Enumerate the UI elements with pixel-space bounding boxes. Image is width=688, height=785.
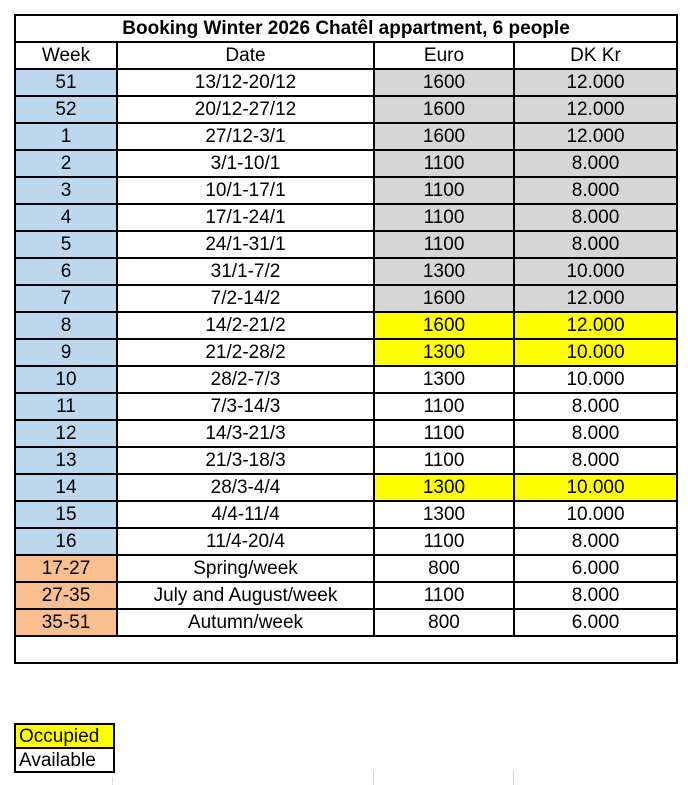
- booking-table-head: [15, 15, 677, 69]
- date-cell[interactable]: 17/1-24/1: [117, 204, 374, 231]
- euro-cell[interactable]: 1100: [374, 150, 514, 177]
- empty-cell[interactable]: [15, 636, 677, 663]
- week-cell[interactable]: 11: [15, 393, 117, 420]
- table-row: [15, 258, 677, 285]
- dkkr-cell[interactable]: 12.000: [514, 123, 677, 150]
- date-cell[interactable]: 3/1-10/1: [117, 150, 374, 177]
- legend-item-available[interactable]: Available: [14, 747, 115, 773]
- euro-cell[interactable]: 1600: [374, 96, 514, 123]
- table-row: [15, 204, 677, 231]
- table-row: [15, 69, 677, 96]
- euro-cell[interactable]: 1100: [374, 177, 514, 204]
- booking-table-body: [15, 69, 677, 636]
- dkkr-cell[interactable]: 8.000: [514, 231, 677, 258]
- euro-cell[interactable]: 1100: [374, 582, 514, 609]
- date-cell[interactable]: Spring/week: [117, 555, 374, 582]
- table-row: [15, 231, 677, 258]
- date-cell[interactable]: 21/3-18/3: [117, 447, 374, 474]
- euro-cell[interactable]: 800: [374, 609, 514, 636]
- week-cell[interactable]: 10: [15, 366, 117, 393]
- week-cell[interactable]: 7: [15, 285, 117, 312]
- euro-cell[interactable]: 1600: [374, 312, 514, 339]
- euro-cell[interactable]: 1600: [374, 123, 514, 150]
- date-cell[interactable]: 28/3-4/4: [117, 474, 374, 501]
- table-row: [15, 420, 677, 447]
- column-header-week[interactable]: Week: [15, 42, 117, 69]
- week-cell[interactable]: 6: [15, 258, 117, 285]
- table-row: [15, 582, 677, 609]
- week-cell[interactable]: 51: [15, 69, 117, 96]
- legend-item-occupied[interactable]: Occupied: [14, 723, 115, 749]
- week-cell[interactable]: 17-27: [15, 555, 117, 582]
- table-row: [15, 150, 677, 177]
- date-cell[interactable]: 10/1-17/1: [117, 177, 374, 204]
- gridline-stub-middle: [373, 770, 374, 785]
- date-cell[interactable]: 11/4-20/4: [117, 528, 374, 555]
- dkkr-cell[interactable]: 12.000: [514, 69, 677, 96]
- date-cell[interactable]: 21/2-28/2: [117, 339, 374, 366]
- week-cell[interactable]: 14: [15, 474, 117, 501]
- euro-cell[interactable]: 1300: [374, 474, 514, 501]
- week-cell[interactable]: 9: [15, 339, 117, 366]
- euro-cell[interactable]: 1600: [374, 285, 514, 312]
- empty-row: [15, 636, 677, 663]
- euro-cell[interactable]: 1100: [374, 447, 514, 474]
- week-cell[interactable]: 27-35: [15, 582, 117, 609]
- dkkr-cell[interactable]: 10.000: [514, 501, 677, 528]
- dkkr-cell[interactable]: 8.000: [514, 582, 677, 609]
- dkkr-cell[interactable]: 12.000: [514, 96, 677, 123]
- booking-table: [14, 14, 678, 664]
- week-cell[interactable]: 13: [15, 447, 117, 474]
- title-row: [15, 15, 677, 42]
- table-row: [15, 285, 677, 312]
- week-cell[interactable]: 1: [15, 123, 117, 150]
- legend: [14, 723, 115, 773]
- date-cell[interactable]: Autumn/week: [117, 609, 374, 636]
- table-row: [15, 528, 677, 555]
- table-title[interactable]: Booking Winter 2026 Chatêl appartment, 6 people: [15, 15, 677, 42]
- dkkr-cell[interactable]: 10.000: [514, 258, 677, 285]
- euro-cell[interactable]: 1100: [374, 528, 514, 555]
- date-cell[interactable]: 14/3-21/3: [117, 420, 374, 447]
- week-cell[interactable]: 5: [15, 231, 117, 258]
- week-cell[interactable]: 4: [15, 204, 117, 231]
- dkkr-cell[interactable]: 8.000: [514, 177, 677, 204]
- dkkr-cell[interactable]: 10.000: [514, 474, 677, 501]
- column-header-date[interactable]: Date: [117, 42, 374, 69]
- dkkr-cell[interactable]: 8.000: [514, 447, 677, 474]
- date-cell[interactable]: 7/2-14/2: [117, 285, 374, 312]
- table-row: [15, 555, 677, 582]
- dkkr-cell[interactable]: 10.000: [514, 366, 677, 393]
- dkkr-cell[interactable]: 12.000: [514, 285, 677, 312]
- dkkr-cell[interactable]: 6.000: [514, 609, 677, 636]
- date-cell[interactable]: 27/12-3/1: [117, 123, 374, 150]
- table-row: [15, 366, 677, 393]
- week-cell[interactable]: 15: [15, 501, 117, 528]
- booking-table-foot: [15, 636, 677, 663]
- table-row: [15, 474, 677, 501]
- table-row: [15, 501, 677, 528]
- dkkr-cell[interactable]: 12.000: [514, 312, 677, 339]
- date-cell[interactable]: 20/12-27/12: [117, 96, 374, 123]
- week-cell[interactable]: 8: [15, 312, 117, 339]
- date-cell[interactable]: 13/12-20/12: [117, 69, 374, 96]
- week-cell[interactable]: 16: [15, 528, 117, 555]
- week-cell[interactable]: 12: [15, 420, 117, 447]
- dkkr-cell[interactable]: 6.000: [514, 555, 677, 582]
- week-cell[interactable]: 52: [15, 96, 117, 123]
- column-header-dkkr[interactable]: DK Kr: [514, 42, 677, 69]
- table-row: [15, 393, 677, 420]
- header-row: [15, 42, 677, 69]
- euro-cell[interactable]: 1100: [374, 231, 514, 258]
- date-cell[interactable]: 14/2-21/2: [117, 312, 374, 339]
- date-cell[interactable]: 4/4-11/4: [117, 501, 374, 528]
- table-row: [15, 177, 677, 204]
- euro-cell[interactable]: 800: [374, 555, 514, 582]
- euro-cell[interactable]: 1300: [374, 258, 514, 285]
- table-row: [15, 96, 677, 123]
- dkkr-cell[interactable]: 8.000: [514, 204, 677, 231]
- euro-cell[interactable]: 1300: [374, 339, 514, 366]
- table-row: [15, 447, 677, 474]
- euro-cell[interactable]: 1300: [374, 501, 514, 528]
- euro-cell[interactable]: 1300: [374, 366, 514, 393]
- gridline-stub-right: [513, 770, 514, 785]
- date-cell[interactable]: 24/1-31/1: [117, 231, 374, 258]
- table-row: [15, 339, 677, 366]
- date-cell[interactable]: July and August/week: [117, 582, 374, 609]
- table-row: [15, 123, 677, 150]
- date-cell[interactable]: 28/2-7/3: [117, 366, 374, 393]
- euro-cell[interactable]: 1100: [374, 393, 514, 420]
- table-row: [15, 312, 677, 339]
- week-cell[interactable]: 35-51: [15, 609, 117, 636]
- dkkr-cell[interactable]: 8.000: [514, 528, 677, 555]
- dkkr-cell[interactable]: 8.000: [514, 150, 677, 177]
- dkkr-cell[interactable]: 10.000: [514, 339, 677, 366]
- dkkr-cell[interactable]: 8.000: [514, 393, 677, 420]
- euro-cell[interactable]: 1100: [374, 204, 514, 231]
- table-row: [15, 609, 677, 636]
- date-cell[interactable]: 7/3-14/3: [117, 393, 374, 420]
- date-cell[interactable]: 31/1-7/2: [117, 258, 374, 285]
- gridline-stub-left: [112, 777, 113, 785]
- column-header-euro[interactable]: Euro: [374, 42, 514, 69]
- euro-cell[interactable]: 1600: [374, 69, 514, 96]
- dkkr-cell[interactable]: 8.000: [514, 420, 677, 447]
- euro-cell[interactable]: 1100: [374, 420, 514, 447]
- week-cell[interactable]: 2: [15, 150, 117, 177]
- week-cell[interactable]: 3: [15, 177, 117, 204]
